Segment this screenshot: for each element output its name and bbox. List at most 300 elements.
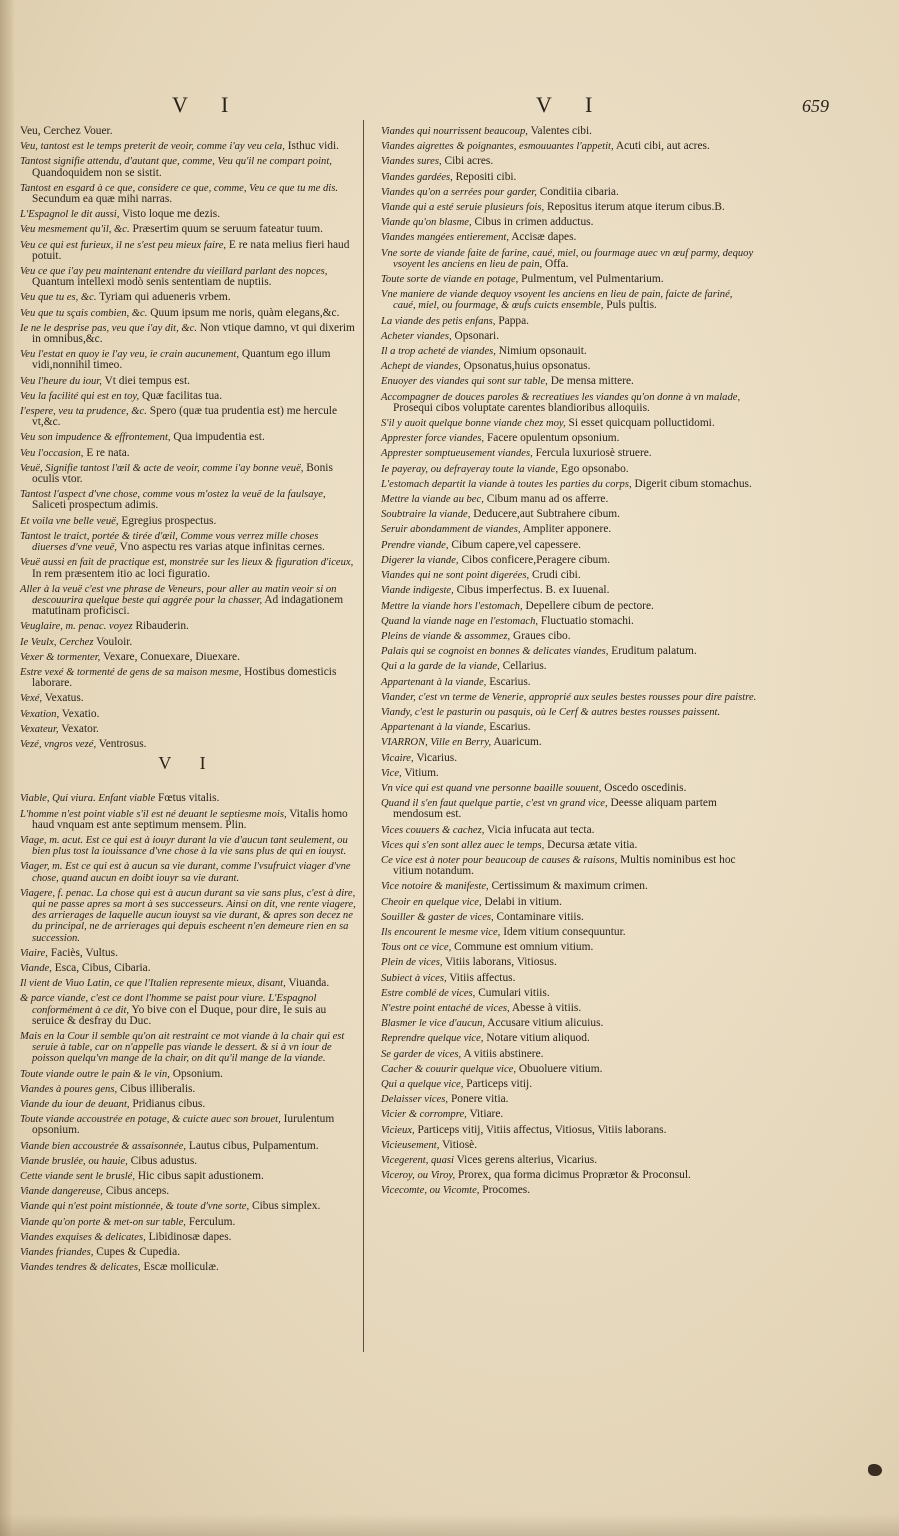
entry-latin-text: Isthuc vidi.: [287, 140, 339, 153]
dictionary-entry: [381, 494, 757, 505]
entry-latin-text: Oscedo oscedinis.: [604, 781, 687, 794]
entry-latin-text: Vexator.: [61, 722, 99, 735]
entry-french-text: Toute viande accoustrée en potage, & cuicte auec son brouet,: [20, 1114, 281, 1126]
entry-french-text: La viande des petis enfans,: [381, 315, 496, 327]
entry-french-text: Veuë aussi en fait de practique est, monstrée sur les lieux & figuration d'iceux,: [20, 557, 354, 569]
entry-french-text: Vices qui s'en sont allez auec le temps,: [381, 839, 545, 851]
dictionary-entry: [20, 667, 356, 689]
entry-french-text: Mettre la viande au bec,: [381, 494, 484, 506]
entry-french-text: Viandes à poures gens,: [20, 1083, 118, 1095]
entry-latin-text: Deesse aliquam partem mendosum est.: [393, 797, 717, 821]
dictionary-entry: [381, 737, 757, 748]
ink-stain: [868, 1464, 882, 1476]
page-bottom-shadow: [0, 1514, 899, 1536]
dictionary-entry: [20, 209, 356, 220]
entry-latin-text: Ferculum.: [188, 1215, 236, 1228]
entry-latin-text: Escæ molliculæ.: [143, 1261, 219, 1274]
entry-french-text: Vexation,: [20, 708, 60, 720]
dictionary-entry: [381, 897, 757, 908]
dictionary-entry: [20, 978, 356, 989]
entry-french-text: Cacher & couurir quelque vice,: [381, 1063, 517, 1075]
entry-latin-text: E re nata melius fieri haud potuit.: [32, 238, 350, 262]
dictionary-entry: [20, 693, 356, 704]
dictionary-entry: [20, 489, 356, 511]
page-left-edge: [0, 0, 14, 1536]
dictionary-entry: [381, 1094, 757, 1105]
entry-french-text: Tantost signifie attendu, d'autant que, comme, Veu qu'il ne compart point,: [20, 156, 332, 168]
entry-french-text: Viande bien accoustrée & assaisonnée,: [20, 1140, 187, 1152]
dictionary-entry: [20, 1031, 356, 1065]
entry-latin-text: De mensa mittere.: [550, 375, 634, 388]
entry-latin-text: Escarius.: [489, 675, 531, 688]
entry-latin-text: Depellere cibum de pectore.: [525, 599, 654, 612]
entry-latin-text: Tyriam qui adueneris vrbem.: [99, 291, 231, 304]
dictionary-entry: [381, 156, 757, 167]
dictionary-entry: [381, 783, 757, 794]
entry-latin-text: Vitiis laborans, Vitiosus.: [445, 956, 557, 969]
entry-latin-text: Hic cibus sapit adustionem.: [137, 1170, 264, 1183]
dictionary-entry: [20, 963, 356, 974]
entry-latin-text: Deducere,aut Subtrahere cibum.: [473, 508, 620, 521]
entry-latin-text: Egregius prospectus.: [121, 514, 217, 527]
entry-french-text: Veuë, Signifie tantost l'œil & acte de veoir, comme i'ay bonne veuë,: [20, 462, 304, 474]
entry-latin-text: Graues cibo.: [513, 629, 571, 642]
entry-french-text: Vicaire,: [381, 752, 414, 764]
dictionary-entry: [20, 391, 356, 402]
entry-latin-text: Digerit cibum stomachus.: [634, 477, 752, 490]
right-entries: [381, 126, 757, 1197]
dictionary-entry: [20, 1084, 356, 1095]
entry-latin-text: Vicia infucata aut tecta.: [487, 823, 595, 836]
entry-french-text: Viandes qu'on a serrées pour garder,: [381, 186, 537, 198]
dictionary-entry: [20, 621, 356, 632]
entry-french-text: Viagere, f. penac. La chose qui est à aucun durant sa vie sans plus, c'est à dire, qui ne passe apres sa mort à ses successeurs. Ainsi on dit, vne rente viagere, des arrierages de laquelle aucun iouyst sa vie durant, & apres son decez ne du principal, ne de arrierages qui depuis escheent n'en demeure rien en sa succession.: [20, 887, 356, 944]
entry-latin-text: Saliceti prospectum adimis.: [32, 499, 159, 512]
entry-french-text: Apprester somptueusement viandes,: [381, 448, 533, 460]
entry-french-text: Vicegerent, quasi: [381, 1155, 454, 1167]
entry-french-text: Viandes aigrettes & poignantes, esmouuantes l'appetit,: [381, 141, 614, 153]
dictionary-entry: [20, 224, 356, 235]
entry-french-text: Viandes mangées entierement,: [381, 232, 509, 244]
dictionary-entry: [20, 793, 356, 804]
dictionary-entry: [381, 232, 757, 243]
dictionary-entry: [381, 942, 757, 953]
dictionary-entry: [20, 1217, 356, 1228]
entry-latin-text: Vexatus.: [44, 692, 84, 705]
dictionary-entry: [20, 531, 356, 553]
entry-latin-text: Visto loque me dezis.: [122, 208, 221, 221]
dictionary-entry: [381, 289, 757, 311]
entry-french-text: Tantost l'aspect d'vne chose, comme vous m'ostez la veuë de la faulsaye,: [20, 489, 326, 501]
entry-latin-text: Valentes cibi.: [530, 125, 592, 137]
entry-french-text: Cheoir en quelque vice,: [381, 896, 482, 908]
entry-latin-text: Contaminare vitiis.: [496, 910, 584, 923]
dictionary-entry: [20, 463, 356, 485]
entry-latin-text: Vexatio.: [61, 707, 100, 720]
entry-latin-text: Pridianus cibus.: [132, 1098, 206, 1111]
entry-french-text: Blasmer le vice d'aucun,: [381, 1018, 486, 1030]
entry-french-text: Veu la facilité qui est en toy,: [20, 390, 140, 402]
entry-french-text: Subiect à vices,: [381, 972, 447, 984]
entry-french-text: Veu ce que i'ay peu maintenant entendre du vieillard parlant des nopces,: [20, 266, 328, 278]
entry-latin-text: Quum ipsum me noris, quàm elegans,&c.: [150, 306, 340, 319]
entry-french-text: Vicieusement,: [381, 1139, 440, 1151]
entry-french-text: & parce viande, c'est ce dont l'homme se paist pour viure. L'Espagnol conformément à ce dit,: [20, 993, 317, 1016]
dictionary-entry: [381, 524, 757, 535]
dictionary-entry: [381, 1003, 757, 1014]
dictionary-entry: [381, 1125, 757, 1136]
entry-latin-text: Cupes & Cupedia.: [96, 1246, 181, 1259]
entry-french-text: Et voila vne belle veuë,: [20, 515, 119, 527]
dictionary-entry: [381, 376, 757, 387]
entry-french-text: Viager, m. Est ce qui est à aucun sa vie durant, comme l'vsufruict viager d'vne chose, quand aucun en doibt iouyr sa vie durant.: [20, 861, 351, 884]
left-entries-group-b: [20, 793, 356, 1273]
entry-french-text: Il a trop acheté de viandes,: [381, 346, 496, 358]
entry-french-text: Veu l'occasion,: [20, 447, 84, 459]
entry-french-text: Quand la viande nage en l'estomach,: [381, 615, 539, 627]
dictionary-entry: [20, 861, 356, 883]
dictionary-entry: [381, 1033, 757, 1044]
entry-latin-text: Spero (quæ tua prudentia est) me hercule vt,&c.: [32, 405, 338, 429]
entry-latin-text: Pulmentum, vel Pulmentarium.: [521, 273, 664, 286]
entry-french-text: L'homme n'est point viable s'il est né deuant le septiesme mois,: [20, 808, 287, 820]
entry-latin-text: Vitalis homo haud vnquam est ante septimum mensem. Plin.: [32, 807, 348, 831]
entry-latin-text: Cibus anceps.: [105, 1185, 170, 1198]
entry-latin-text: Ventrosus.: [98, 737, 147, 750]
entry-latin-text: Opsonatus,huius opsonatus.: [463, 360, 591, 373]
dictionary-entry: [381, 126, 757, 137]
dictionary-entry: [381, 661, 757, 672]
entry-french-text: Ie ne le desprise pas, veu que i'ay dit, &c.: [20, 322, 198, 334]
entry-french-text: Apprester force viandes,: [381, 433, 485, 445]
entry-latin-text: Vno aspectu res varias atque infinitas cernes.: [119, 541, 325, 554]
dictionary-entry: [20, 432, 356, 443]
dictionary-entry: [381, 433, 757, 444]
dictionary-entry: [20, 292, 356, 303]
dictionary-entry: [381, 825, 757, 836]
dictionary-entry: [381, 1170, 757, 1181]
entry-french-text: Vicecomte, ou Vicomte,: [381, 1185, 480, 1197]
entry-french-text: Viandes sures,: [381, 156, 442, 168]
entry-french-text: S'il y auoit quelque bonne viande chez moy,: [381, 418, 566, 430]
entry-latin-text: Quantum ego illum vidi,nonnihil timeo.: [32, 348, 331, 372]
dictionary-entry: [20, 1114, 356, 1136]
entry-french-text: Viande bruslée, ou hauie,: [20, 1155, 128, 1167]
dictionary-entry: [20, 448, 356, 459]
entry-french-text: L'Espagnol le dit aussi,: [20, 209, 120, 221]
entry-latin-text: Quæ facilitas tua.: [142, 389, 223, 402]
entry-french-text: Toute sorte de viande en potage,: [381, 274, 519, 286]
entry-latin-text: Qua impudentia est.: [173, 431, 265, 444]
entry-french-text: Veu l'heure du iour,: [20, 375, 102, 387]
entry-latin-text: Vexare, Conuexare, Diuexare.: [102, 650, 240, 663]
entry-latin-text: Offa.: [545, 257, 569, 270]
dictionary-entry: [20, 183, 356, 205]
dictionary-entry: [20, 1141, 356, 1152]
entry-french-text: Mais en la Cour il semble qu'on ait restraint ce mot viande à la chair qui est seruie à table, car on n'appelle pas viande le dessert. & si à vn iour de poisson quelqu'vn mange de la chair, on dit qu'il mange de la viande.: [20, 1031, 345, 1065]
entry-french-text: Toute viande outre le pain & le vin,: [20, 1068, 170, 1080]
entry-french-text: Soubtraire la viande,: [381, 509, 471, 521]
dictionary-entry: [381, 692, 757, 703]
left-column: [20, 126, 356, 1277]
entry-latin-text: Libidinosæ dapes.: [148, 1230, 232, 1243]
entry-latin-text: Bonis oculis vtor.: [32, 461, 333, 486]
dictionary-entry: [20, 1247, 356, 1258]
right-column: [381, 126, 757, 1201]
entry-french-text: L'estomach departit la viande à toutes les parties du corps,: [381, 478, 632, 490]
dictionary-entry: [381, 202, 757, 213]
entry-latin-text: Cibos conficere,Peragere cibum.: [461, 553, 611, 566]
entry-french-text: Vice,: [381, 767, 402, 779]
entry-latin-text: Fercula luxuriosè struere.: [535, 447, 652, 460]
entry-french-text: Vice notoire & manifeste,: [381, 881, 489, 893]
entry-latin-text: Hostibus domesticis laborare.: [32, 665, 337, 690]
dictionary-entry: [381, 616, 757, 627]
dictionary-entry: [381, 331, 757, 342]
entry-latin-text: Yo bive con el Duque, pour dire, Ie suis au seruice & desfray du Duc.: [32, 1003, 327, 1027]
dictionary-entry: [20, 1156, 356, 1167]
dictionary-entry: [381, 753, 757, 764]
entry-french-text: Viandes gardées,: [381, 171, 453, 183]
entry-latin-text: Repositi cibi.: [455, 170, 517, 183]
page-number: 659: [802, 96, 829, 116]
entry-latin-text: Cellarius.: [502, 660, 547, 673]
dictionary-entry: [381, 840, 757, 851]
entry-latin-text: Prorex, qua forma dicimus Proprætor & Proconsul.: [458, 1169, 691, 1182]
entry-latin-text: Auaricum.: [493, 736, 542, 749]
entry-french-text: Enuoyer des viandes qui sont sur table,: [381, 376, 548, 388]
dictionary-entry: [381, 217, 757, 228]
entry-french-text: Veu son impudence & effrontement,: [20, 432, 171, 444]
entry-french-text: Viceroy, ou Viroy,: [381, 1170, 456, 1182]
entry-latin-text: Fluctuatio stomachi.: [540, 614, 634, 627]
dictionary-entry: [381, 361, 757, 372]
entry-french-text: Se garder de vices,: [381, 1048, 462, 1060]
entry-latin-text: Cibus adustus.: [130, 1154, 198, 1167]
entry-latin-text: Acuti cibi, aut acres.: [615, 140, 710, 153]
dictionary-entry: [20, 993, 356, 1027]
entry-latin-text: Opsonari.: [454, 329, 500, 342]
dictionary-entry: [381, 707, 757, 718]
entry-french-text: I'espere, veu ta prudence, &c.: [20, 406, 147, 418]
dictionary-entry: [381, 555, 757, 566]
entry-french-text: Viandes exquises & delicates,: [20, 1231, 146, 1243]
entry-french-text: Tantost en esgard à ce que, considere ce que, comme, Veu ce que tu me dis.: [20, 182, 339, 194]
entry-french-text: Viaire,: [20, 947, 48, 959]
entry-latin-text: Si esset quicquam polluctidomi.: [568, 417, 715, 430]
entry-french-text: Viandes qui nourrissent beaucoup,: [381, 126, 528, 137]
entry-french-text: Vne sorte de viande faite de farine, caué, miel, ou fourmage auec vn œuf parmy, dequoy vsoyent les anciens en lieu de pain,: [381, 247, 754, 270]
dictionary-entry: [381, 601, 757, 612]
entry-french-text: Viandes friandes,: [20, 1247, 94, 1259]
entry-french-text: Vexé,: [20, 693, 43, 705]
dictionary-entry: [381, 927, 757, 938]
dictionary-entry: [381, 570, 757, 581]
entry-french-text: Viage, m. acut. Est ce qui est à iouyr durant la vie d'aucun tant seulement, ou bien plus tost la iouissance d'vne chose à la vie sans plus de qui en iouyst.: [20, 834, 348, 858]
entry-french-text: Seruir abondamment de viandes,: [381, 524, 521, 536]
entry-french-text: Viande dangereuse,: [20, 1186, 103, 1198]
entry-latin-text: Cibus illiberalis.: [119, 1082, 196, 1095]
entry-latin-text: Viuanda.: [288, 977, 330, 990]
entry-latin-text: Procomes.: [482, 1184, 531, 1197]
dictionary-entry: [20, 948, 356, 959]
entry-latin-text: Certissimum & maximum crimen.: [491, 880, 648, 893]
left-column-header: V I: [172, 92, 243, 117]
entry-latin-text: Notare vitium aliquod.: [486, 1032, 590, 1045]
entry-latin-text: Esca, Cibus, Cibaria.: [54, 961, 151, 974]
entry-latin-text: Veu, Cerchez Vouer.: [20, 125, 113, 137]
dictionary-entry: [20, 376, 356, 387]
dictionary-entry: [381, 1079, 757, 1090]
entry-french-text: Pleins de viande & assommez,: [381, 630, 511, 642]
entry-french-text: Accompagner de douces paroles & recreatiues les viandes qu'on donne à vn malade,: [381, 391, 741, 403]
entry-french-text: Delaisser vices,: [381, 1094, 449, 1106]
entry-french-text: Viandy, c'est le pasturin ou pasquis, où le Cerf & autres bestes rousses paissent.: [381, 706, 721, 718]
entry-latin-text: Multis nominibus est hoc vitium notandum.: [393, 853, 736, 878]
entry-french-text: Viande qui a esté seruie plusieurs fois,: [381, 202, 545, 214]
entry-latin-text: Puls pultis.: [606, 299, 657, 312]
dictionary-entry: [381, 346, 757, 357]
dictionary-entry: [20, 584, 356, 618]
entry-french-text: Viande qu'on porte & met-on sur table,: [20, 1216, 186, 1228]
entry-french-text: Tous ont ce vice,: [381, 942, 452, 954]
entry-latin-text: Vitiosè.: [442, 1138, 478, 1151]
entry-latin-text: Cibus in crimen adductus.: [474, 216, 594, 229]
entry-latin-text: Vitiare.: [469, 1108, 504, 1121]
entry-french-text: Veu que tu sçais combien, &c.: [20, 307, 148, 319]
dictionary-entry: [20, 1232, 356, 1243]
entry-french-text: Acheter viandes,: [381, 330, 452, 342]
entry-french-text: Viandes tendres & delicates,: [20, 1262, 141, 1274]
dictionary-entry: [381, 172, 757, 183]
entry-french-text: Veu ce qui est furieux, il ne s'est peu mieux faire,: [20, 239, 227, 251]
entry-latin-text: Ampliter apponere.: [522, 523, 612, 536]
entry-french-text: Appartenant à la viande,: [381, 722, 487, 734]
entry-latin-text: Cibum manu ad os afferre.: [486, 493, 609, 506]
entry-latin-text: Ad indagationem matutinam proficisci.: [32, 593, 344, 618]
entry-latin-text: In rem præsentem itio ac loci figuratio.: [32, 567, 211, 580]
dictionary-entry: [381, 464, 757, 475]
entry-french-text: Vicieux,: [381, 1124, 415, 1136]
entry-latin-text: Accisæ dapes.: [511, 231, 577, 244]
dictionary-entry: [20, 406, 356, 428]
dictionary-entry: [381, 722, 757, 733]
entry-latin-text: Obuoluere vitium.: [518, 1062, 603, 1075]
entry-french-text: Souiller & gaster de vices,: [381, 911, 494, 923]
entry-french-text: Veu mesmement qu'il, &c.: [20, 224, 130, 236]
dictionary-entry: [381, 881, 757, 892]
entry-latin-text: Vitium.: [404, 766, 439, 779]
dictionary-entry: [381, 631, 757, 642]
entry-latin-text: Pappa.: [498, 314, 530, 327]
section-subheading: V I: [158, 753, 218, 774]
entry-latin-text: Præsertim quum se seruum fateatur tuum.: [132, 223, 323, 236]
entry-latin-text: Nimium opsonauit.: [498, 345, 587, 358]
dictionary-entry: [381, 248, 757, 270]
entry-french-text: Estre comblé de vices,: [381, 987, 476, 999]
entry-latin-text: Commune est omnium vitium.: [454, 941, 594, 954]
entry-latin-text: Repositus iterum atque iterum cibus.B.: [546, 201, 725, 214]
dictionary-entry: [381, 973, 757, 984]
dictionary-entry: [20, 557, 356, 579]
entry-french-text: Vexateur,: [20, 723, 59, 735]
dictionary-entry: [381, 1109, 757, 1120]
entry-french-text: Veuglaire, m. penac. voyez: [20, 621, 133, 633]
entry-latin-text: Vt diei tempus est.: [104, 374, 190, 387]
entry-french-text: Qui a la garde de la viande,: [381, 661, 500, 673]
dictionary-entry: [381, 187, 757, 198]
entry-latin-text: Cumulari vitiis.: [478, 986, 550, 999]
entry-latin-text: Cibum capere,vel capessere.: [451, 538, 581, 551]
entry-latin-text: Lautus cibus, Pulpamentum.: [188, 1139, 319, 1152]
entry-french-text: Digerer la viande,: [381, 554, 459, 566]
entry-latin-text: Particeps vitij.: [466, 1078, 533, 1090]
dictionary-entry: [381, 585, 757, 596]
dictionary-entry: [381, 957, 757, 968]
entry-latin-text: Opsonium.: [172, 1067, 224, 1080]
entry-french-text: Vne maniere de viande dequoy vsoyent les anciens en lieu de pain, faicte de fariné, caué, miel, ou fourmage, & œufs cuicts ensemble,: [381, 289, 733, 312]
entry-french-text: Appartenant à la viande,: [381, 676, 487, 688]
entry-french-text: Viandes qui ne sont point digerées,: [381, 570, 530, 582]
entry-french-text: Veu que tu es, &c.: [20, 292, 97, 304]
dictionary-entry: [381, 912, 757, 923]
column-divider: [363, 120, 364, 1352]
entry-latin-text: Secundum ea quæ mihi narras.: [32, 193, 173, 206]
dictionary-entry: [381, 1140, 757, 1151]
entry-latin-text: Eruditum palatum.: [611, 645, 697, 658]
dictionary-entry: [381, 509, 757, 520]
dictionary-entry: [381, 448, 757, 459]
entry-french-text: Vicier & corrompre,: [381, 1109, 467, 1121]
dictionary-entry: [20, 1099, 356, 1110]
dictionary-entry: [20, 349, 356, 371]
dictionary-entry: [381, 540, 757, 551]
dictionary-entry: [20, 266, 356, 288]
right-column-header: V I: [536, 92, 607, 117]
entry-latin-text: Delabi in vitium.: [484, 895, 562, 908]
entry-latin-text: Decursa ætate vitia.: [547, 838, 638, 851]
dictionary-entry: [381, 316, 757, 327]
entry-french-text: Vezé, vngros vezé,: [20, 738, 97, 750]
dictionary-entry: [381, 141, 757, 152]
entry-latin-text: Cibus simplex.: [251, 1200, 321, 1213]
dictionary-entry: [20, 323, 356, 345]
entry-french-text: Aller à la veuë c'est vne phrase de Veneurs, pour aller au matin veoir si on descouurira quelque beste qui aggrée pour la chasser,: [20, 583, 337, 606]
entry-latin-text: E re nata.: [86, 446, 130, 459]
dictionary-entry: [381, 646, 757, 657]
dictionary-entry: [20, 1069, 356, 1080]
entry-french-text: N'estre point entaché de vices,: [381, 1002, 510, 1014]
entry-latin-text: Prosequi cibos voluptate carentes blandioribus alloquiis.: [393, 401, 650, 414]
entry-french-text: Quand il s'en faut quelque partie, c'est vn grand vice,: [381, 798, 608, 810]
entry-latin-text: Vices gerens alterius, Vicarius.: [456, 1154, 598, 1167]
entry-latin-text: Cibi acres.: [444, 155, 494, 168]
dictionary-entry: [20, 739, 356, 750]
entry-french-text: VIARRON, Ville en Berry,: [381, 737, 492, 749]
entry-french-text: Reprendre quelque vice,: [381, 1033, 484, 1045]
dictionary-entry: [381, 1185, 757, 1196]
dictionary-entry: [381, 479, 757, 490]
dictionary-entry: [381, 418, 757, 429]
dictionary-entry: [20, 156, 356, 178]
entry-french-text: Achept de viandes,: [381, 361, 461, 373]
dictionary-entry: [20, 637, 356, 648]
entry-latin-text: Particeps vitij, Vitiis affectus, Vitiosus, Vitiis laborans.: [417, 1123, 667, 1136]
dictionary-entry: [20, 1171, 356, 1182]
entry-latin-text: Vicarius.: [416, 751, 458, 764]
entry-french-text: Mettre la viande hors l'estomach,: [381, 600, 523, 612]
entry-latin-text: Vitiis affectus.: [449, 971, 516, 984]
